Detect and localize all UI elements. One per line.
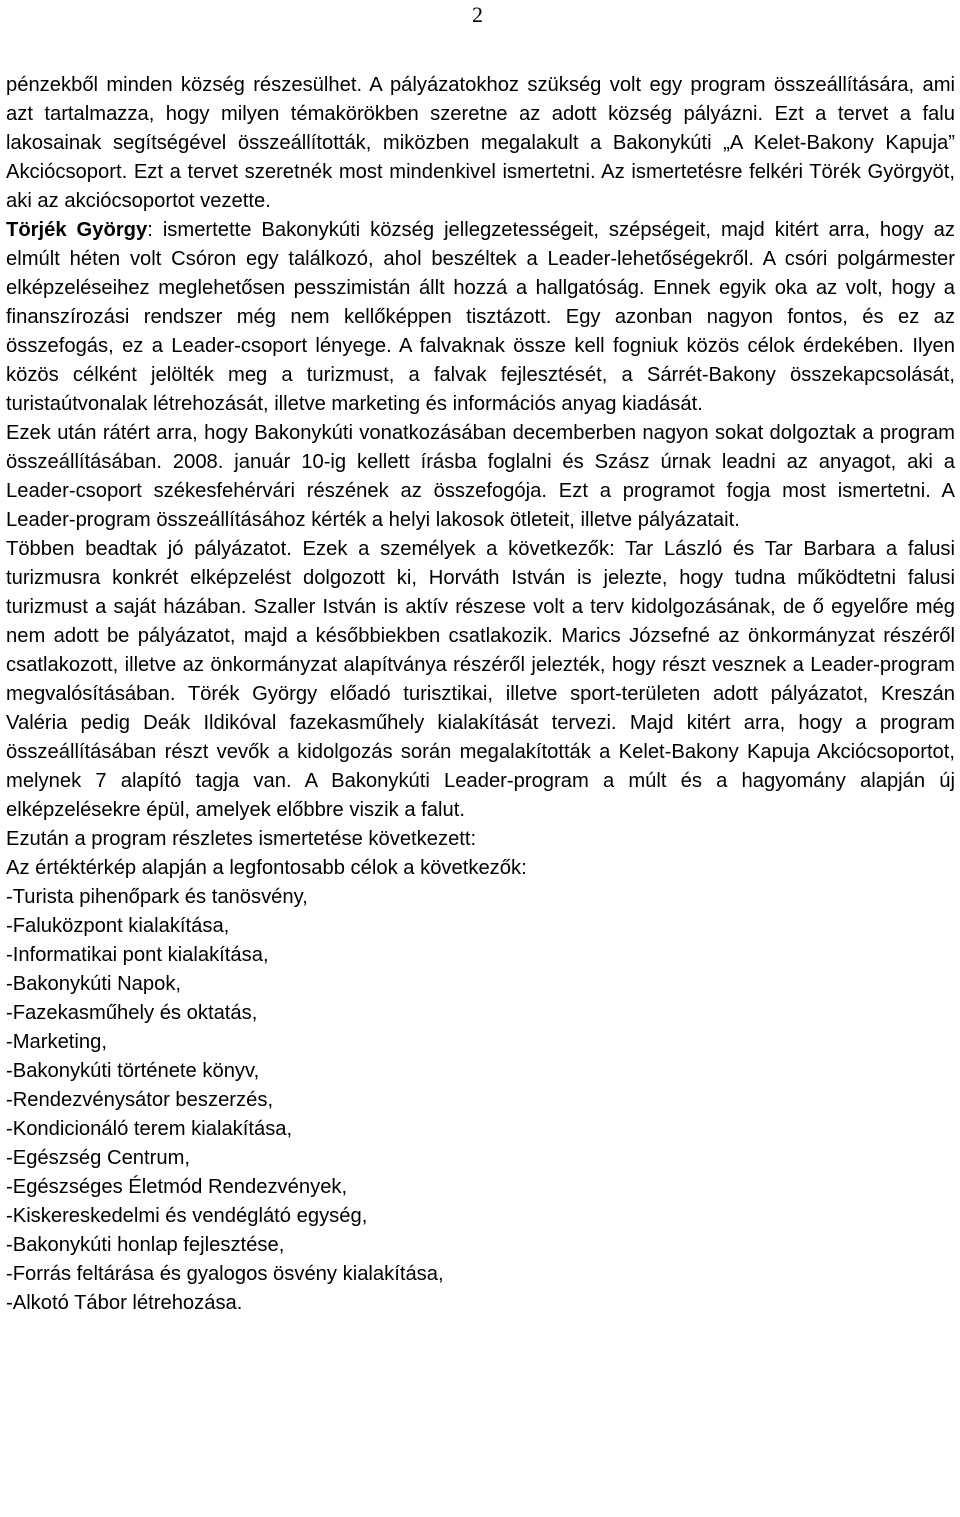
list-item: -Turista pihenőpark és tanösvény, — [6, 886, 308, 908]
goals-list — [6, 883, 955, 1318]
list-item: -Marketing, — [6, 1031, 107, 1053]
paragraph-applicants: Többen beadtak jó pályázatot. Ezek a személyek a következők: Tar László és Tar Barbara a falusi turizmusra konkrét elképzelést dolgozott ki, Horváth István is jelezte, hogy tudna működtetni falusi turizmust a saját házában. Szaller István is aktív részese volt a terv kidolgozásának, de ő egyelőre még nem adott be pályázatot, majd a későbbiekben csatlakozik. Marics Józsefné az önkormányzat részéről csatlakozott, illetve az önkormányzat alapítványa részéről jelezték, hogy részt vesznek a Leader-program megvalósításában. Törék György előadó turisztikai, illetve sport-területen adott pályázatot, Kreszán Valéria pedig Deák Ildikóval fazekasműhely kialakítását tervezi. Majd kitért arra, hogy a program összeállításában részt vevők a kidolgozás során megalakították a Kelet-Bakony Kapuja Akciócsoportot, melynek 7 alapító tagja van. A Bakonykúti Leader-program a múlt és a hagyomány alapján új elképzelésekre épül, amelyek előbbre viszik a falut. — [6, 538, 955, 821]
paragraph-torjek-text: : ismertette Bakonykúti község jellegzetességeit, szépségeit, majd kitért arra, hogy az elmúlt héten volt Csóron egy találkozó, ahol beszéltek a Leader-lehetőségekről. A csóri polgármester elképzeléseihez meglehetősen pesszimistán állt hozzá a hallgatóság. Ennek egyik oka az volt, hogy a finanszírozási rendszer még nem kellőképpen tisztázott. Egy azonban nagyon fontos, és ez az összefogás, ez a Leader-csoport lényege. A falvaknak össze kell fogniuk közös célok érdekében. Ilyen közös célként jelölték meg a turizmust, a falvak fejlesztését, a Sárrét-Bakony összekapcsolását, turistaútvonalak létrehozását, illetve marketing és információs anyag kiadását. — [6, 219, 955, 415]
list-item: -Egészséges Életmód Rendezvények, — [6, 1176, 348, 1198]
list-item: -Fazekasműhely és oktatás, — [6, 1002, 258, 1024]
document-body — [6, 71, 955, 1318]
list-item: -Kondicionáló terem kialakítása, — [6, 1118, 293, 1140]
list-item: -Alkotó Tábor létrehozása. — [6, 1292, 243, 1314]
list-item: -Bakonykúti Napok, — [6, 973, 182, 995]
list-item: -Kiskereskedelmi és vendéglátó egység, — [6, 1205, 368, 1227]
paragraph-intro: pénzekből minden község részesülhet. A pályázatokhoz szükség volt egy program összeállítására, ami azt tartalmazza, hogy milyen témakörökben szeretne az adott község pályázni. Ezt a tervet a falu lakosainak segítségével összeállították, miközben megalakult a Bakonykúti „A Kelet-Bakony Kapuja” Akciócsoport. Ezt a tervet szeretnék most mindenkivel ismertetni. Az ismertetésre felkéri Törék Györgyöt, aki az akciócsoportot vezette. — [6, 74, 955, 212]
page-number: 2 — [472, 2, 483, 27]
paragraph-details: Ezután a program részletes ismertetése következett: — [6, 828, 477, 850]
paragraph-goals-intro: Az értéktérkép alapján a legfontosabb célok a következők: — [6, 857, 527, 879]
paragraph-december: Ezek után rátért arra, hogy Bakonykúti vonatkozásában decemberben nagyon sokat dolgoztak a program összeállításában. 2008. január 10-ig kellett írásba foglalni és Szász úrnak leadni az anyagot, aki a Leader-csoport székesfehérvári részének az összefogója. Ezt a programot fogja most ismertetni. A Leader-program összeállításához kérték a helyi lakosok ötleteit, illetve pályázatait. — [6, 422, 955, 531]
paragraph-torjek — [6, 216, 955, 419]
list-item: -Faluközpont kialakítása, — [6, 915, 230, 937]
list-item: -Bakonykúti története könyv, — [6, 1060, 260, 1082]
list-item: -Egészség Centrum, — [6, 1147, 191, 1169]
list-item: -Informatikai pont kialakítása, — [6, 944, 269, 966]
list-item: -Rendezvénysátor beszerzés, — [6, 1089, 274, 1111]
speaker-name: Törjék György — [6, 219, 148, 241]
list-item: -Bakonykúti honlap fejlesztése, — [6, 1234, 285, 1256]
list-item: -Forrás feltárása és gyalogos ösvény kialakítása, — [6, 1263, 444, 1285]
